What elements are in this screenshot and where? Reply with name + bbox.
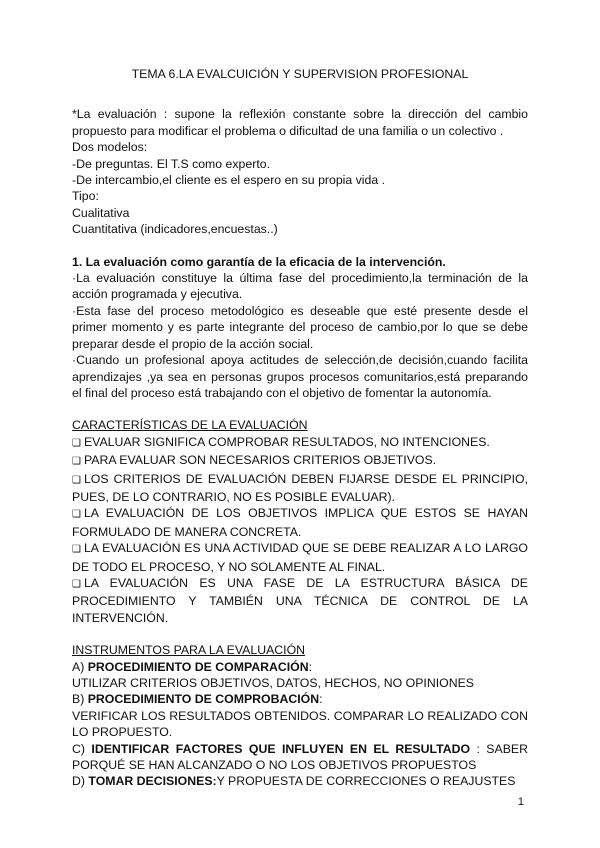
section-paragraph: ·Esta fase del proceso metodológico es deseable que esté presente desde el primer momento y es parte integrante del proceso de cambio,por lo que se debe preparar desde el propio de la acción social. bbox=[72, 303, 528, 351]
characteristic-item: ❑ PARA EVALUAR SON NECESARIOS CRITERIOS OBJETIVOS. bbox=[72, 453, 437, 468]
section-heading: 1. La evaluación como garantía de la eficacia de la intervención. bbox=[72, 254, 446, 269]
models-heading: Dos modelos: bbox=[72, 140, 148, 155]
instrument-b-text: VERIFICAR LOS RESULTADOS OBTENIDOS. COMPARAR LO REALIZADO CON LO PROPUESTO. bbox=[72, 708, 528, 740]
instrument-c: C) IDENTIFICAR FACTORES QUE INFLUYEN EN EL RESULTADO : SABER PORQUÉ SE HAN ALCANZADO O NO LOS OBJETIVOS PROPUESTOS bbox=[72, 741, 528, 773]
instrument-a-text: UTILIZAR CRITERIOS OBJETIVOS, DATOS, HECHOS, NO OPINIONES bbox=[72, 676, 474, 690]
instruments-heading: INSTRUMENTOS PARA LA EVALUACIÓN bbox=[72, 643, 306, 658]
type-item: Cualitativa bbox=[72, 205, 130, 220]
characteristic-item: ❑ EVALUAR SIGNIFICA COMPROBAR RESULTADOS, NO INTENCIONES. bbox=[72, 434, 490, 449]
document-page bbox=[72, 66, 528, 790]
checkbox-bullet-icon: ❑ bbox=[72, 544, 81, 556]
checkbox-bullet-icon: ❑ bbox=[72, 509, 81, 521]
instrument-b: B) PROCEDIMIENTO DE COMPROBACIÓN: bbox=[72, 692, 323, 707]
section-paragraph: ·Cuando un profesional apoya actitudes de selección,de decisión,cuando facilita aprendizajes ,ya sea en personas grupos procesos comunitarios,está preparando el final del proceso está trabajando con el objetivo de fomentar la autonomía. bbox=[72, 353, 528, 400]
checkbox-bullet-icon: ❑ bbox=[72, 456, 81, 468]
characteristic-item: ❑ LA EVALUACIÓN ES UNA FASE DE LA ESTRUCTURA BÁSICA DE PROCEDIMIENTO Y TAMBIÉN UNA TÉCNICA DE CONTROL DE LA INTERVENCIÓN. bbox=[72, 575, 528, 625]
instrument-a: A) PROCEDIMIENTO DE COMPARACIÓN: bbox=[72, 659, 313, 674]
characteristic-item: ❑ LA EVALUACIÓN ES UNA ACTIVIDAD QUE SE DEBE REALIZAR A LO LARGO DE TODO EL PROCESO, Y NO SOLAMENTE AL FINAL. bbox=[72, 541, 528, 574]
document-title: TEMA 6.LA EVALCUICIÓN Y SUPERVISION PROFESIONAL bbox=[131, 67, 469, 81]
checkbox-bullet-icon: ❑ bbox=[72, 437, 81, 449]
page-number: 1 bbox=[517, 796, 524, 808]
instrument-d: D) TOMAR DECISIONES:Y PROPUESTA DE CORRECCIONES O REAJUSTES bbox=[72, 774, 516, 789]
type-item: Cuantitativa (indicadores,encuestas..) bbox=[72, 222, 278, 237]
characteristic-item: ❑ LA EVALUACIÓN DE LOS OBJETIVOS IMPLICA QUE ESTOS SE HAYAN FORMULADO DE MANERA CONCRETA. bbox=[72, 506, 528, 539]
intro-definition: *La evaluación : supone la reflexión constante sobre la dirección del cambio propuesto para modificar el problema o dificultad de una familia o un colectivo . bbox=[72, 107, 528, 138]
section-paragraph: ·La evaluación constituye la última fase del procedimiento,la terminación de la acción programada y ejecutiva. bbox=[72, 271, 528, 302]
model-item: -De intercambio,el cliente es el espero en su propia vida . bbox=[72, 173, 386, 188]
checkbox-bullet-icon: ❑ bbox=[72, 474, 81, 486]
checkbox-bullet-icon: ❑ bbox=[72, 578, 81, 590]
model-item: -De preguntas. El T.S como experto. bbox=[72, 156, 270, 171]
characteristics-heading: CARACTERÍSTICAS DE LA EVALUACIÓN bbox=[72, 418, 308, 433]
characteristic-item: ❑ LOS CRITERIOS DE EVALUACIÓN DEBEN FIJARSE DESDE EL PRINCIPIO, PUES, DE LO CONTRARIO, NO ES POSIBLE EVALUAR). bbox=[72, 471, 528, 504]
type-heading: Tipo: bbox=[72, 189, 99, 204]
